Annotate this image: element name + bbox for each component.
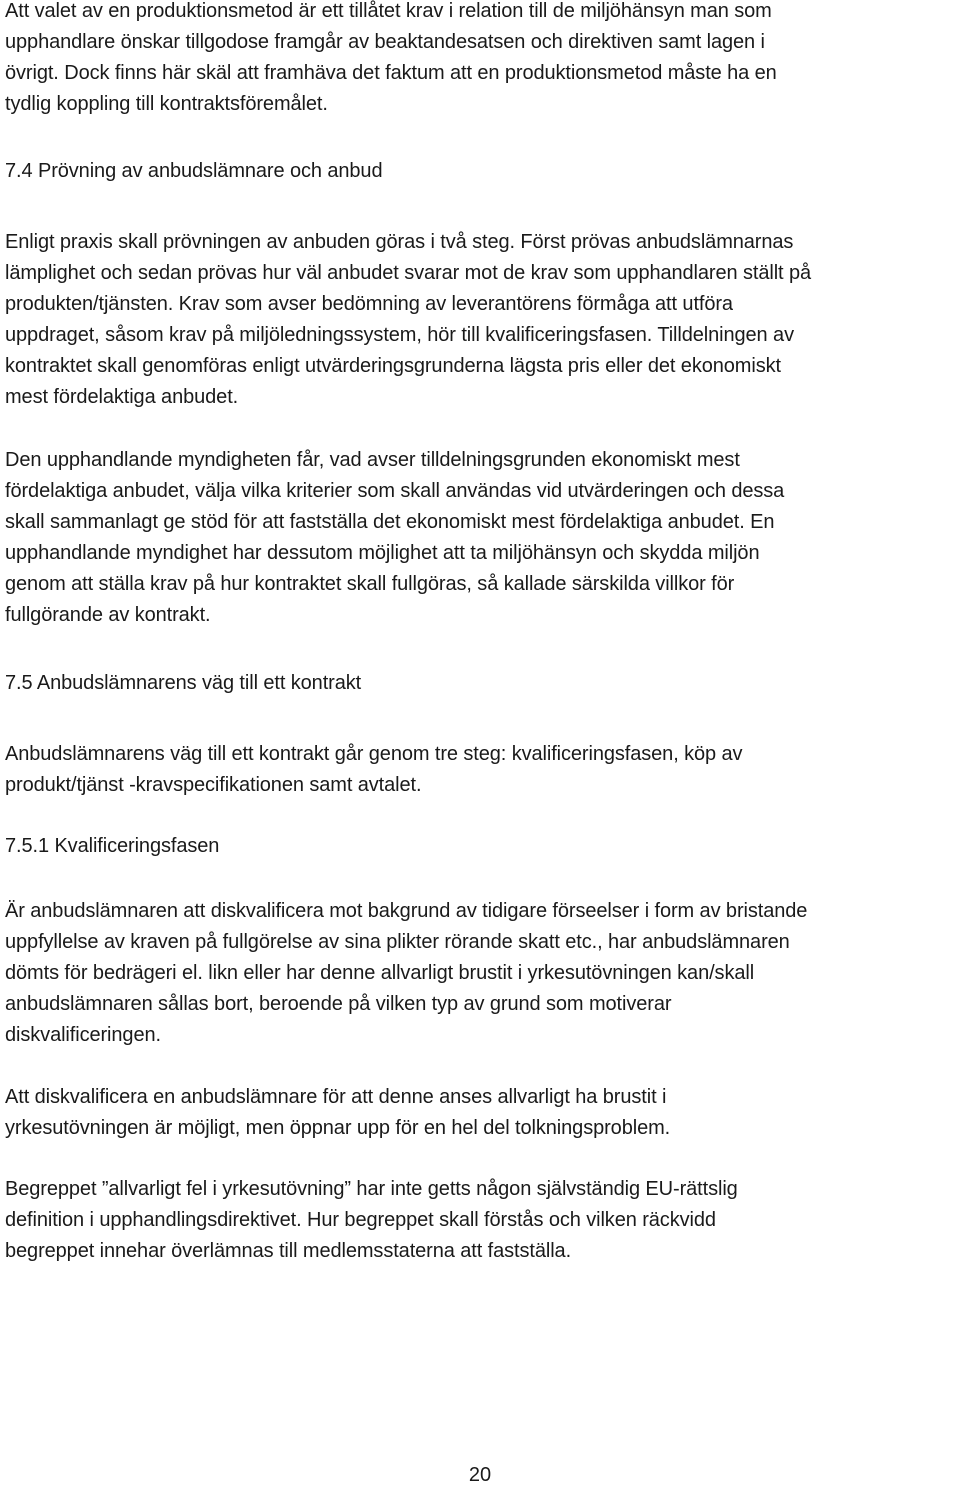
text-line: fördelaktiga anbudet, välja vilka kriterier som skall användas vid utvärderingen och dessa bbox=[5, 480, 785, 502]
text-line: produkten/tjänsten. Krav som avser bedömning av leverantörens förmåga att utföra bbox=[5, 293, 733, 315]
text-line: lämplighet och sedan prövas hur väl anbudet svarar mot de krav som upphandlaren ställt på bbox=[5, 262, 812, 284]
text-line: begreppet innehar överlämnas till medlemsstaterna att fastställa. bbox=[5, 1240, 572, 1262]
text-line: övrigt. Dock finns här skäl att framhäva det faktum att en produktionsmetod måste ha en bbox=[5, 62, 777, 84]
text-line: Enligt praxis skall prövningen av anbuden göras i två steg. Först prövas anbudslämnarnas bbox=[5, 231, 794, 253]
text-line: Att valet av en produktionsmetod är ett tillåtet krav i relation till de miljöhänsyn man som bbox=[5, 0, 772, 22]
text-line: uppfyllelse av kraven på fullgörelse av sina plikter rörande skatt etc., har anbudslämnaren bbox=[5, 931, 790, 953]
section-heading-7-5-1: 7.5.1 Kvalificeringsfasen bbox=[5, 835, 220, 857]
text-line: anbudslämnaren sållas bort, beroende på vilken typ av grund som motiverar bbox=[5, 993, 672, 1015]
text-line: kontraktet skall genomföras enligt utvärderingsgrunderna lägsta pris eller det ekonomiskt bbox=[5, 355, 781, 377]
text-line: skall sammanlagt ge stöd för att fastställa det ekonomiskt mest fördelaktiga anbudet. En bbox=[5, 511, 775, 533]
text-line: upphandlande myndighet har dessutom möjlighet att ta miljöhänsyn och skydda miljön bbox=[5, 542, 760, 564]
text-line: yrkesutövningen är möjligt, men öppnar upp för en hel del tolkningsproblem. bbox=[5, 1117, 671, 1139]
text-line: Den upphandlande myndigheten får, vad avser tilldelningsgrunden ekonomiskt mest bbox=[5, 449, 740, 471]
text-line: genom att ställa krav på hur kontraktet skall fullgöras, så kallade särskilda villkor för bbox=[5, 573, 735, 595]
text-line: tydlig koppling till kontraktsföremålet. bbox=[5, 93, 328, 115]
text-line: mest fördelaktiga anbudet. bbox=[5, 386, 239, 408]
page-number: 20 bbox=[468, 1464, 492, 1486]
section-heading-7-4: 7.4 Prövning av anbudslämnare och anbud bbox=[5, 160, 383, 182]
section-heading-7-5: 7.5 Anbudslämnarens väg till ett kontrakt bbox=[5, 672, 362, 694]
text-line: Anbudslämnarens väg till ett kontrakt går genom tre steg: kvalificeringsfasen, köp av bbox=[5, 743, 743, 765]
text-line: Är anbudslämnaren att diskvalificera mot bakgrund av tidigare förseelser i form av bristande bbox=[5, 900, 808, 922]
text-line: definition i upphandlingsdirektivet. Hur begreppet skall förstås och vilken räckvidd bbox=[5, 1209, 716, 1231]
text-line: Begreppet ”allvarligt fel i yrkesutövning” har inte getts någon självständig EU-rättslig bbox=[5, 1178, 738, 1200]
text-line: dömts för bedrägeri el. likn eller har denne allvarligt brustit i yrkesutövningen kan/skall bbox=[5, 962, 755, 984]
text-line: produkt/tjänst -kravspecifikationen samt avtalet. bbox=[5, 774, 422, 796]
text-line: uppdraget, såsom krav på miljöledningssystem, hör till kvalificeringsfasen. Tilldelningen av bbox=[5, 324, 794, 346]
text-line: diskvalificeringen. bbox=[5, 1024, 161, 1046]
text-line: upphandlare önskar tillgodose framgår av beaktandesatsen och direktiven samt lagen i bbox=[5, 31, 765, 53]
text-line: fullgörande av kontrakt. bbox=[5, 604, 211, 626]
text-line: Att diskvalificera en anbudslämnare för att denne anses allvarligt ha brustit i bbox=[5, 1086, 667, 1108]
